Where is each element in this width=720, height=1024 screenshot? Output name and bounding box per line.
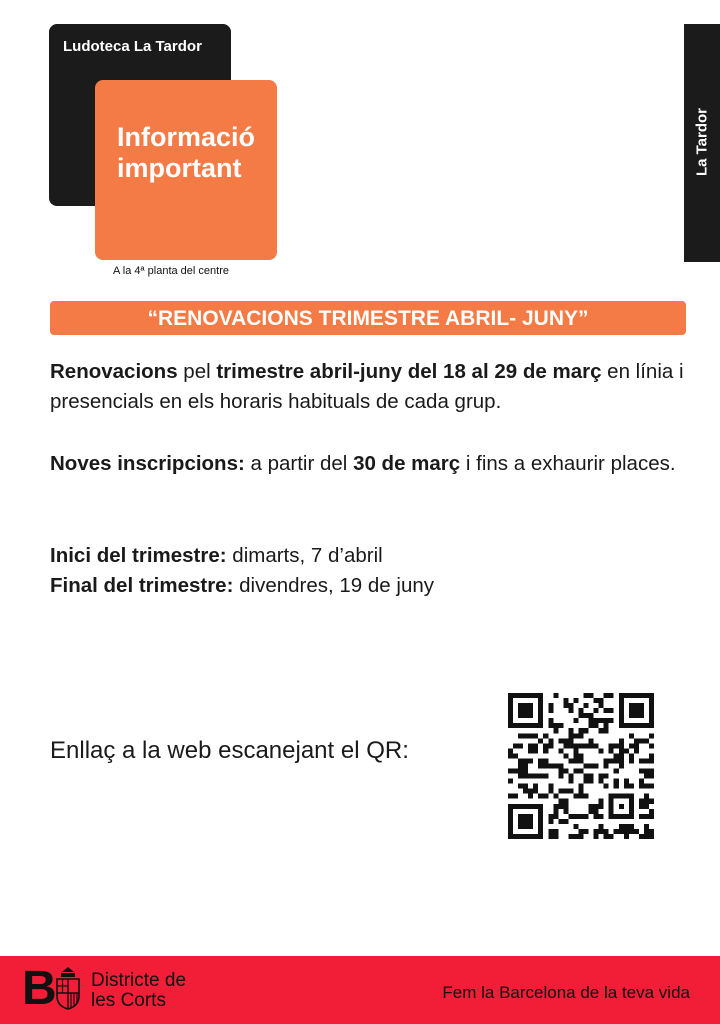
inici-label: Inici del trimestre: [50,544,227,567]
final-label: Final del trimestre: [50,574,234,597]
noves-paragraph [50,449,700,479]
noves-bold-1: Noves inscripcions: [50,452,245,475]
inici-value: dimarts, 7 d’abril [226,544,383,567]
districte-line-1: Districte de [91,970,187,991]
renovacions-banner: “RENOVACIONS TRIMESTRE ABRIL- JUNY” [50,301,686,335]
location-note: A la 4ª planta del centre [113,265,229,277]
header-orange-box [95,80,277,260]
districte-line-2: les Corts [91,990,166,1011]
final-value: divendres, 19 de juny [233,574,434,597]
side-tab [684,24,720,262]
footer-slogan: Fem la Barcelona de la teva vida [442,983,690,1002]
ludoteca-label: Ludoteca La Tardor [63,38,202,55]
title-line-1: Informació [117,122,256,152]
barcelona-shield-icon [54,966,82,1010]
side-tab-label: La Tardor [693,107,711,177]
renovacions-text-1: pel [177,360,217,383]
page-title [117,122,255,184]
title-line-2: important [117,153,242,183]
renovacions-text-2: en línia i presencials en els horaris habituals de cada grup. [50,360,684,413]
renovacions-paragraph [50,357,700,417]
noves-text-1: a partir del [244,452,354,475]
final-line [50,571,700,601]
inici-line [50,541,700,571]
noves-bold-2: 30 de març [353,452,461,475]
dates-paragraph [50,541,700,601]
renovacions-bold-2: trimestre abril-juny del 18 al 29 de març [216,360,602,383]
districte-name [91,971,186,1011]
qr-label: Enllaç a la web escanejant el QR: [50,737,409,764]
barcelona-logo-letter: B [22,962,57,1015]
noves-text-2: i fins a exhaurir places. [460,452,676,475]
qr-code[interactable] [508,693,654,839]
renovacions-bold-1: Renovacions [50,360,178,383]
